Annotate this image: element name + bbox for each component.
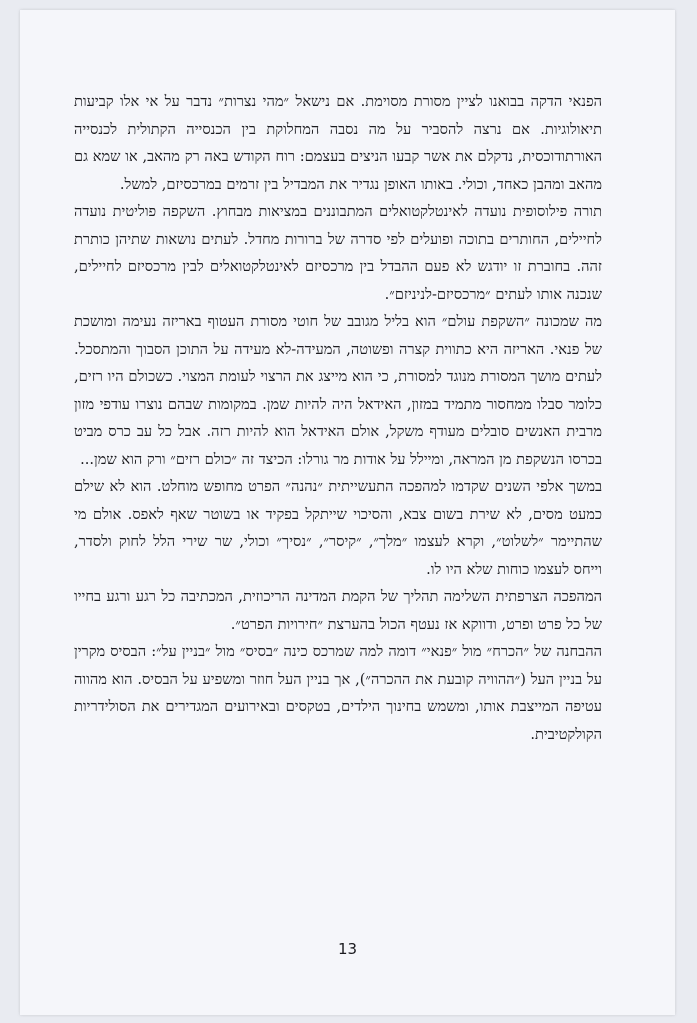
paragraph-1: הפנאי הדקה בבואנו לציין מסורת מסוימת. אם נישאל ״מהי נצרות״ נדבר על אי אלו קביעות תיאולוגיות. אם נרצה להסביר על מה נסבה המחלוקת בין הכנסייה הקתולית לכנסייה האורתודוכסית, נדקלם את אשר קבעו הניצים בעצמם: רוח הקודש באה רק מהאב, או שמא גם מהאב ומהבן כאחד, וכולי. באותו האופן נגדיר את המבדיל בין זרמים במרכסיזם, למשל. <box>74 93 602 193</box>
paragraph-2: תורה פילוסופית נועדה לאינטלקטואלים המתבוננים במציאות מבחוץ. השקפה פוליטית נועדה לחיילים, החותרים בתוכה ופועלים לפי סדרה של ברורות מחדל. לעתים נושאות שתיהן כותרת זהה. בחוברת זו יודגש לא פעם ההבדל בין מרכסיזם לאינטלקטואלים לבין מרכסיזם לחיילים, שנכנה אותו לעתים ״מרכסיזם-לניניזם״. <box>74 203 602 303</box>
book-page <box>20 10 675 1015</box>
paragraph-5: המהפכה הצרפתית השלימה תהליך של הקמת המדינה הריכוזית, המכתיבה כל רגע ורגע בחייו של כל פרט ופרט, ודווקא אז נעטף הכול בהערצת ״חירויות הפרט״. <box>74 588 602 633</box>
body-text <box>74 88 602 748</box>
paragraph-6: ההבחנה של ״הכרח״ מול ״פנאי״ דומה למה שמרכס כינה ״בסיס״ מול ״בניין על״: הבסיס מקרין על בניין העל (״ההוויה קובעת את ההכרה״), אך בניין העל חוזר ומשפיע על הבסיס. הוא מהווה עטיפה המייצבת אותו, ומשמש בחינוך הילדים, בטקסים ובאירועים המגדירים את הסולידריות הקולקטיבית. <box>74 643 602 743</box>
paragraph-4: במשך אלפי השנים שקדמו למהפכה התעשייתית ״נהנה״ הפרט מחופש מוחלט. הוא לא שילם כמעט מסים, לא שירת בשום צבא, והסיכוי שייתקל בפקיד או בשוטר שאף לאפס. אולם מי שהתיימר ״לשלוט״, וקרא לעצמו ״מלך״, ״קיסר״, ״נסיך״ וכולי, שר שירי הלל לחוק ולסדר, וייחס לעצמו כוחות שלא היו לו. <box>74 478 602 578</box>
page-number: 13 <box>337 940 358 958</box>
paragraph-3: מה שמכונה ״השקפת עולם״ הוא בליל מגובב של חוטי מסורת העטוף באריזה נעימה ומושכת של פנאי. האריזה היא כתווית קצרה ופשוטה, המעידה-לא מעידה על התוכן הסבוך והמתסכל. לעתים מושך המסורת מנוגד למסורת, כי הוא מייצג את הרצוי לעומת המצוי. כשכולם היו רזים, כלומר סבלו ממחסור מתמיד במזון, האידאל היה להיות שמן. במקומות שבהם נוצרו עודפי מזון מרבית האנשים סובלים מעודף משקל, אולם האידאל הוא להיות רזה. אבל כל עב כרס מביט בכרסו הנשקפת מן המראה, ומיילל על אודות מר גורלו: הכיצד זה ״כולם רזים״ ורק הוא שמן... <box>74 313 602 468</box>
